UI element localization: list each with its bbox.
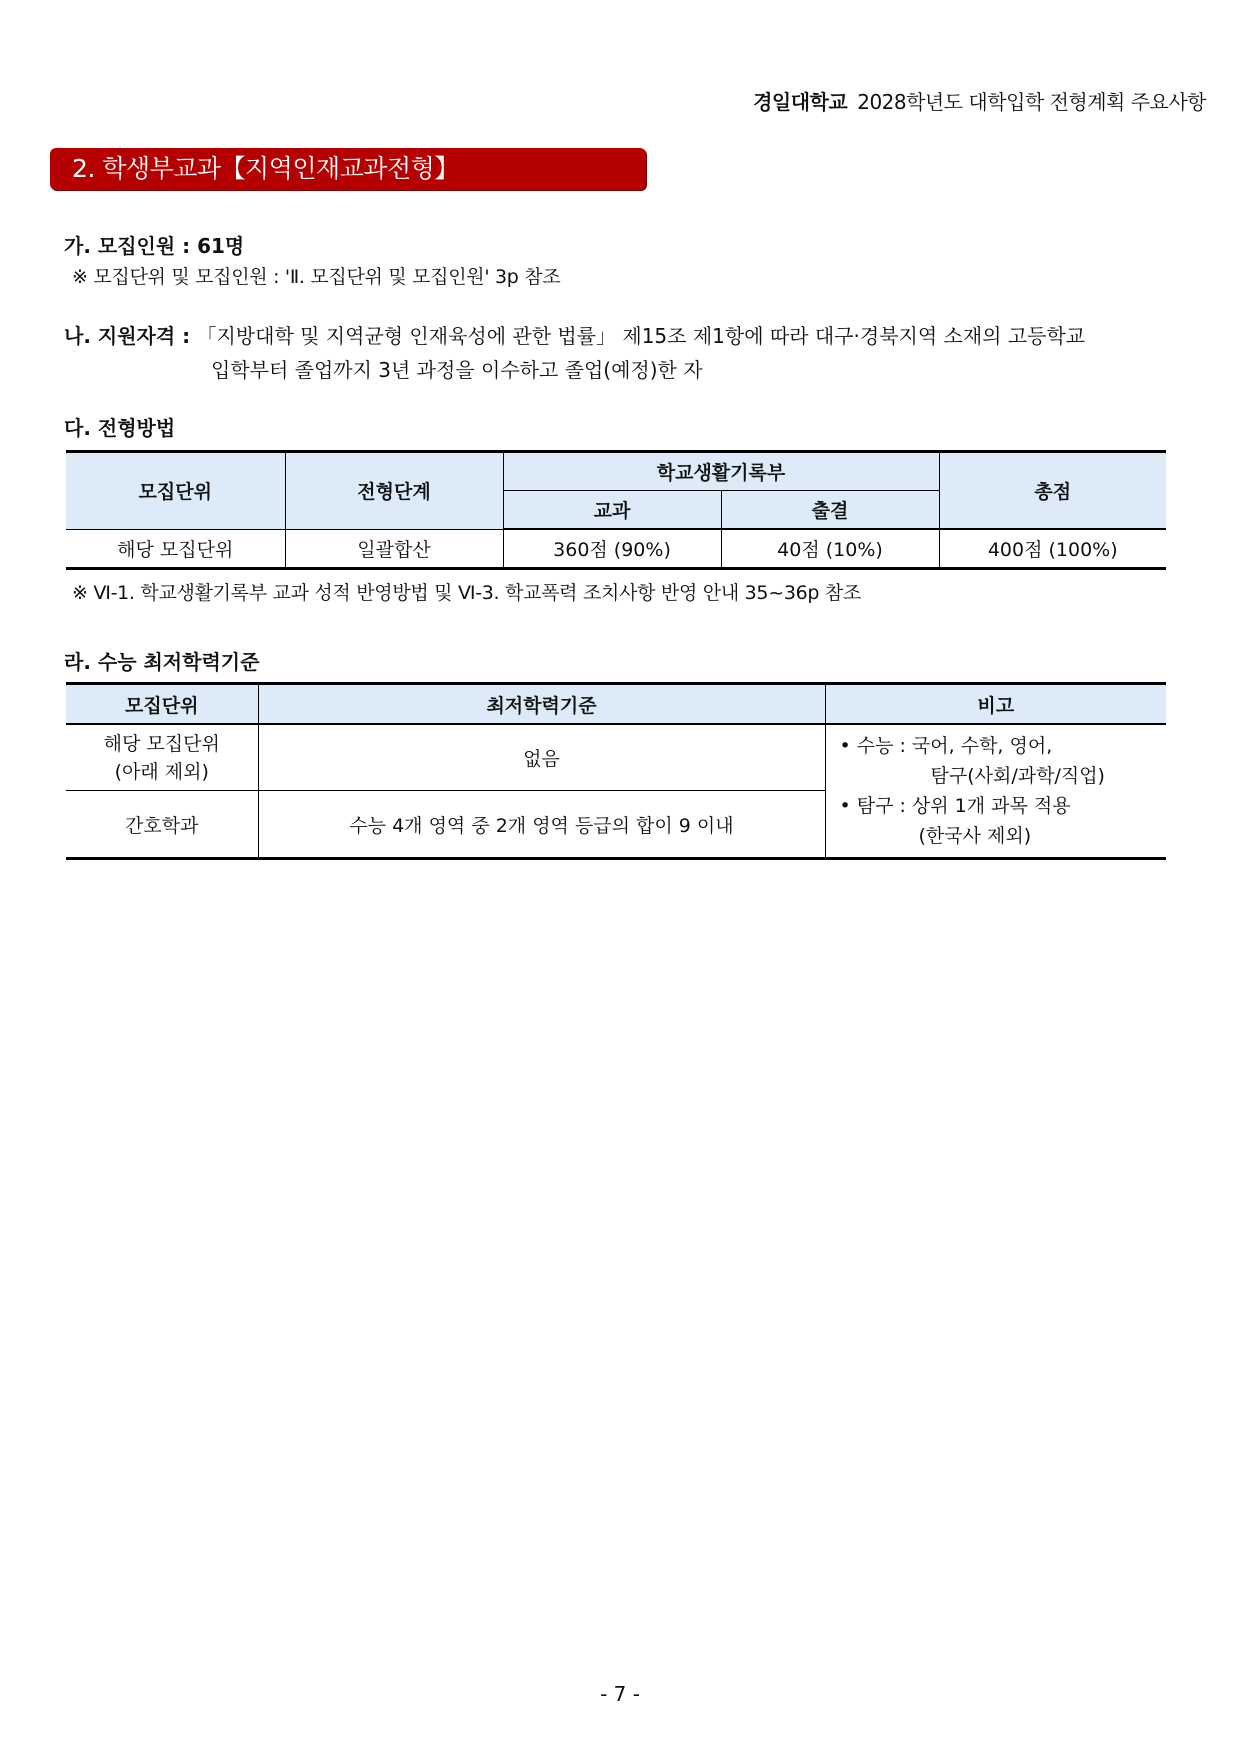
cell-attendance: 40점 (10%) [721, 529, 939, 569]
remarks-line4: (한국사 제외) [918, 825, 1032, 847]
header-remarks: 비고 [825, 684, 1166, 725]
section-title: 2. 학생부교과【지역인재교과전형】 [50, 148, 646, 190]
eligibility-line2: 입학부터 졸업까지 3년 과정을 이수하고 졸업(예정)한 자 [211, 358, 703, 382]
method-note: ※ Ⅵ-1. 학교생활기록부 교과 성적 반영방법 및 Ⅵ-3. 학교폭력 조치사항 반영 안내 35~36p 참조 [72, 582, 862, 604]
cell-unit: 간호학과 [66, 791, 258, 859]
cell-remarks [825, 724, 1166, 859]
eligibility-label: 나. 지원자격 : [64, 324, 191, 348]
table-row [66, 529, 1166, 569]
cell-unit: 해당 모집단위 [66, 529, 285, 569]
table-row [66, 724, 1166, 791]
header-stage: 전형단계 [285, 452, 503, 530]
header-unit: 모집단위 [66, 452, 285, 530]
cell-standard: 수능 4개 영역 중 2개 영역 등급의 합이 9 이내 [258, 791, 825, 859]
cell-total: 400점 (100%) [939, 529, 1166, 569]
unit-line2: (아래 제외) [114, 760, 209, 783]
unit-line1: 해당 모집단위 [103, 732, 220, 755]
cell-subject: 360점 (90%) [503, 529, 721, 569]
header-subject: 교과 [503, 491, 721, 530]
method-title: 다. 전형방법 [64, 416, 176, 440]
minimum-table [66, 682, 1166, 860]
university-name: 경일대학교 [753, 90, 848, 114]
eligibility [64, 320, 1085, 349]
cell-stage: 일괄합산 [285, 529, 503, 569]
recruit-note: ※ 모집단위 및 모집인원 : 'Ⅱ. 모집단위 및 모집인원' 3p 참조 [72, 266, 561, 288]
page-number: - 7 - [600, 1682, 640, 1706]
minimum-title: 라. 수능 최저학력기준 [64, 650, 260, 674]
header-attendance: 출결 [721, 491, 939, 530]
eligibility-line1: 「지방대학 및 지역균형 인재육성에 관한 법률」 제15조 제1항에 따라 대구·경북지역 소재의 고등학교 [196, 324, 1086, 348]
cell-unit [66, 724, 258, 791]
method-table [66, 450, 1166, 570]
remarks-line1: • 수능 : 국어, 수학, 영어, [839, 735, 1053, 757]
header-title: 2028학년도 대학입학 전형계획 주요사항 [857, 90, 1206, 114]
header-record: 학교생활기록부 [503, 452, 939, 491]
page-header [753, 86, 1206, 115]
recruit-title: 가. 모집인원 : 61명 [64, 234, 245, 258]
cell-standard: 없음 [258, 724, 825, 791]
remarks-line2: 탐구(사회/과학/직업) [930, 765, 1105, 787]
header-unit: 모집단위 [66, 684, 258, 725]
header-total: 총점 [939, 452, 1166, 530]
header-standard: 최저학력기준 [258, 684, 825, 725]
remarks-line3: • 탐구 : 상위 1개 과목 적용 [839, 795, 1071, 817]
